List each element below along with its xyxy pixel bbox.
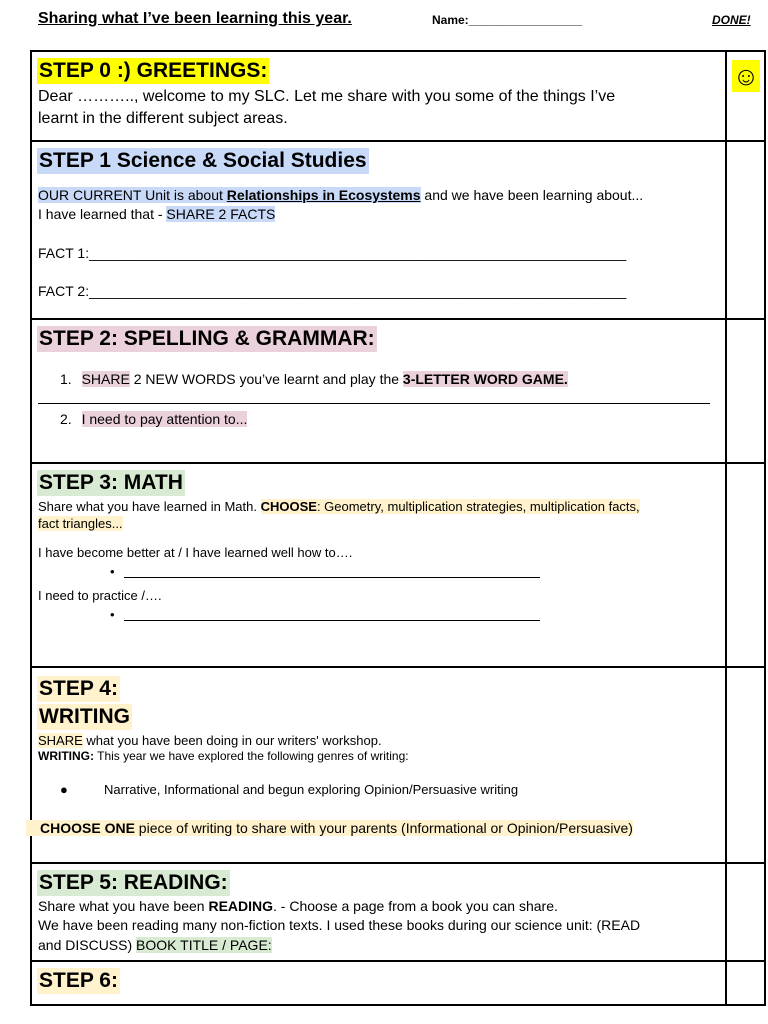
choose-one-rest: piece of writing to share with your parents (Informational or Opinion/Persuasive) [134,820,633,836]
item-2-number: 2. [60,411,72,427]
math-intro-text: Share what you have learned in Math. [38,499,261,514]
document-header [0,8,768,38]
reading-line-1-suffix: . - Choose a page from a book you can share. [273,898,558,914]
math-better: I have become better at / I have learned well how to…. [38,545,353,560]
step-2-title: STEP 2: SPELLING & GRAMMAR: [39,327,375,350]
spelling-item-1 [60,370,725,389]
step-4-subtitle: WRITING [39,705,130,728]
step-1-title: STEP 1 Science & Social Studies [39,149,367,172]
step-2-spelling [32,326,725,429]
item-1-text: 2 NEW WORDS you’ve learnt and play the [129,371,403,387]
smiley-icon: ☺ [732,61,760,91]
spelling-item-2 [60,410,725,429]
answer-line [124,577,540,578]
reading-line-3 [38,935,725,955]
reading-line-3-prefix: and DISCUSS) [38,937,137,953]
writing-share-rest: what you have been doing in our writers' workshop. [82,733,382,748]
word-game-label: 3-LETTER WORD GAME. [402,371,568,387]
share-facts-highlight: SHARE 2 FACTS [166,206,276,222]
item-1-share: SHARE [81,371,130,387]
steps-table [30,50,766,1006]
writing-share: SHARE [38,733,83,748]
bullet: ● [60,782,68,797]
reading-line-1-prefix: Share what you have been [38,898,209,914]
fact-2-line: FACT 2:_____________________________________________________________________ [38,283,627,299]
item-2-text: I need to pay attention to... [81,411,248,427]
step-4-title: STEP 4: [39,677,118,700]
done-column-label: DONE! [712,13,751,27]
math-intro [38,498,725,532]
row-divider [32,862,764,864]
row-divider [32,960,764,962]
name-field-label: Name:_________________ [432,13,583,27]
step-3-math [32,470,725,626]
unit-line [38,186,725,205]
step-6 [32,968,725,994]
step-4-writing [32,676,725,838]
step-0-title: STEP 0 :) GREETINGS: [39,59,268,82]
answer-line [38,403,710,404]
document-title: Sharing what I’ve been learning this year. [38,10,352,27]
step-5-reading [32,870,725,955]
reading-bold: READING [208,898,274,914]
step-5-title: STEP 5: READING: [39,871,228,894]
math-practice: I need to practice /…. [38,588,162,603]
genre-list-item [32,781,725,801]
row-divider [32,666,764,668]
math-practice-answer [32,604,725,626]
learned-prefix: I have learned that - [38,206,167,222]
book-title-highlight: BOOK TITLE / PAGE: [136,937,272,953]
row-divider [32,140,764,142]
item-1-number: 1. [60,371,72,387]
reading-line-2: We have been reading many non-fiction texts. I used these books during our science unit: (READ [38,917,641,933]
unit-name: Relationships in Ecosystems [226,187,421,203]
choose-one: CHOOSE ONE [26,820,135,836]
genres-text: Narrative, Informational and begun exploring Opinion/Persuasive writing [104,782,519,797]
unit-prefix: OUR CURRENT Unit is about [38,187,227,203]
reading-line-1 [38,898,725,915]
writing-genres-intro [38,749,725,763]
math-better-answer [32,561,725,583]
unit-suffix: and we have been learning about... [420,187,644,203]
step-3-title: STEP 3: MATH [39,471,183,494]
writing-rest: This year we have explored the following genres of writing: [94,749,409,763]
math-options-1: : Geometry, multiplication strategies, multiplication facts, [316,499,640,514]
bullet: • [110,564,115,579]
greeting-line-1: Dear ……….., welcome to my SLC. Let me share with you some of the things I’ve [38,88,616,105]
writing-label: WRITING: [38,749,94,763]
row-divider [32,318,764,320]
learned-line [38,205,725,224]
answer-line [124,620,540,621]
step-6-title: STEP 6: [39,969,118,992]
choose-one-line [16,819,716,838]
fact-1-line: FACT 1:_____________________________________________________________________ [38,245,627,261]
math-choose: CHOOSE [260,499,317,514]
step-1-science [32,148,725,301]
greeting-line-2: learnt in the different subject areas. [38,110,288,127]
bullet: • [110,607,115,622]
writing-share-line [38,732,725,749]
step-0-greetings [32,58,725,130]
math-options-2: fact triangles... [38,516,123,531]
row-divider [32,462,764,464]
